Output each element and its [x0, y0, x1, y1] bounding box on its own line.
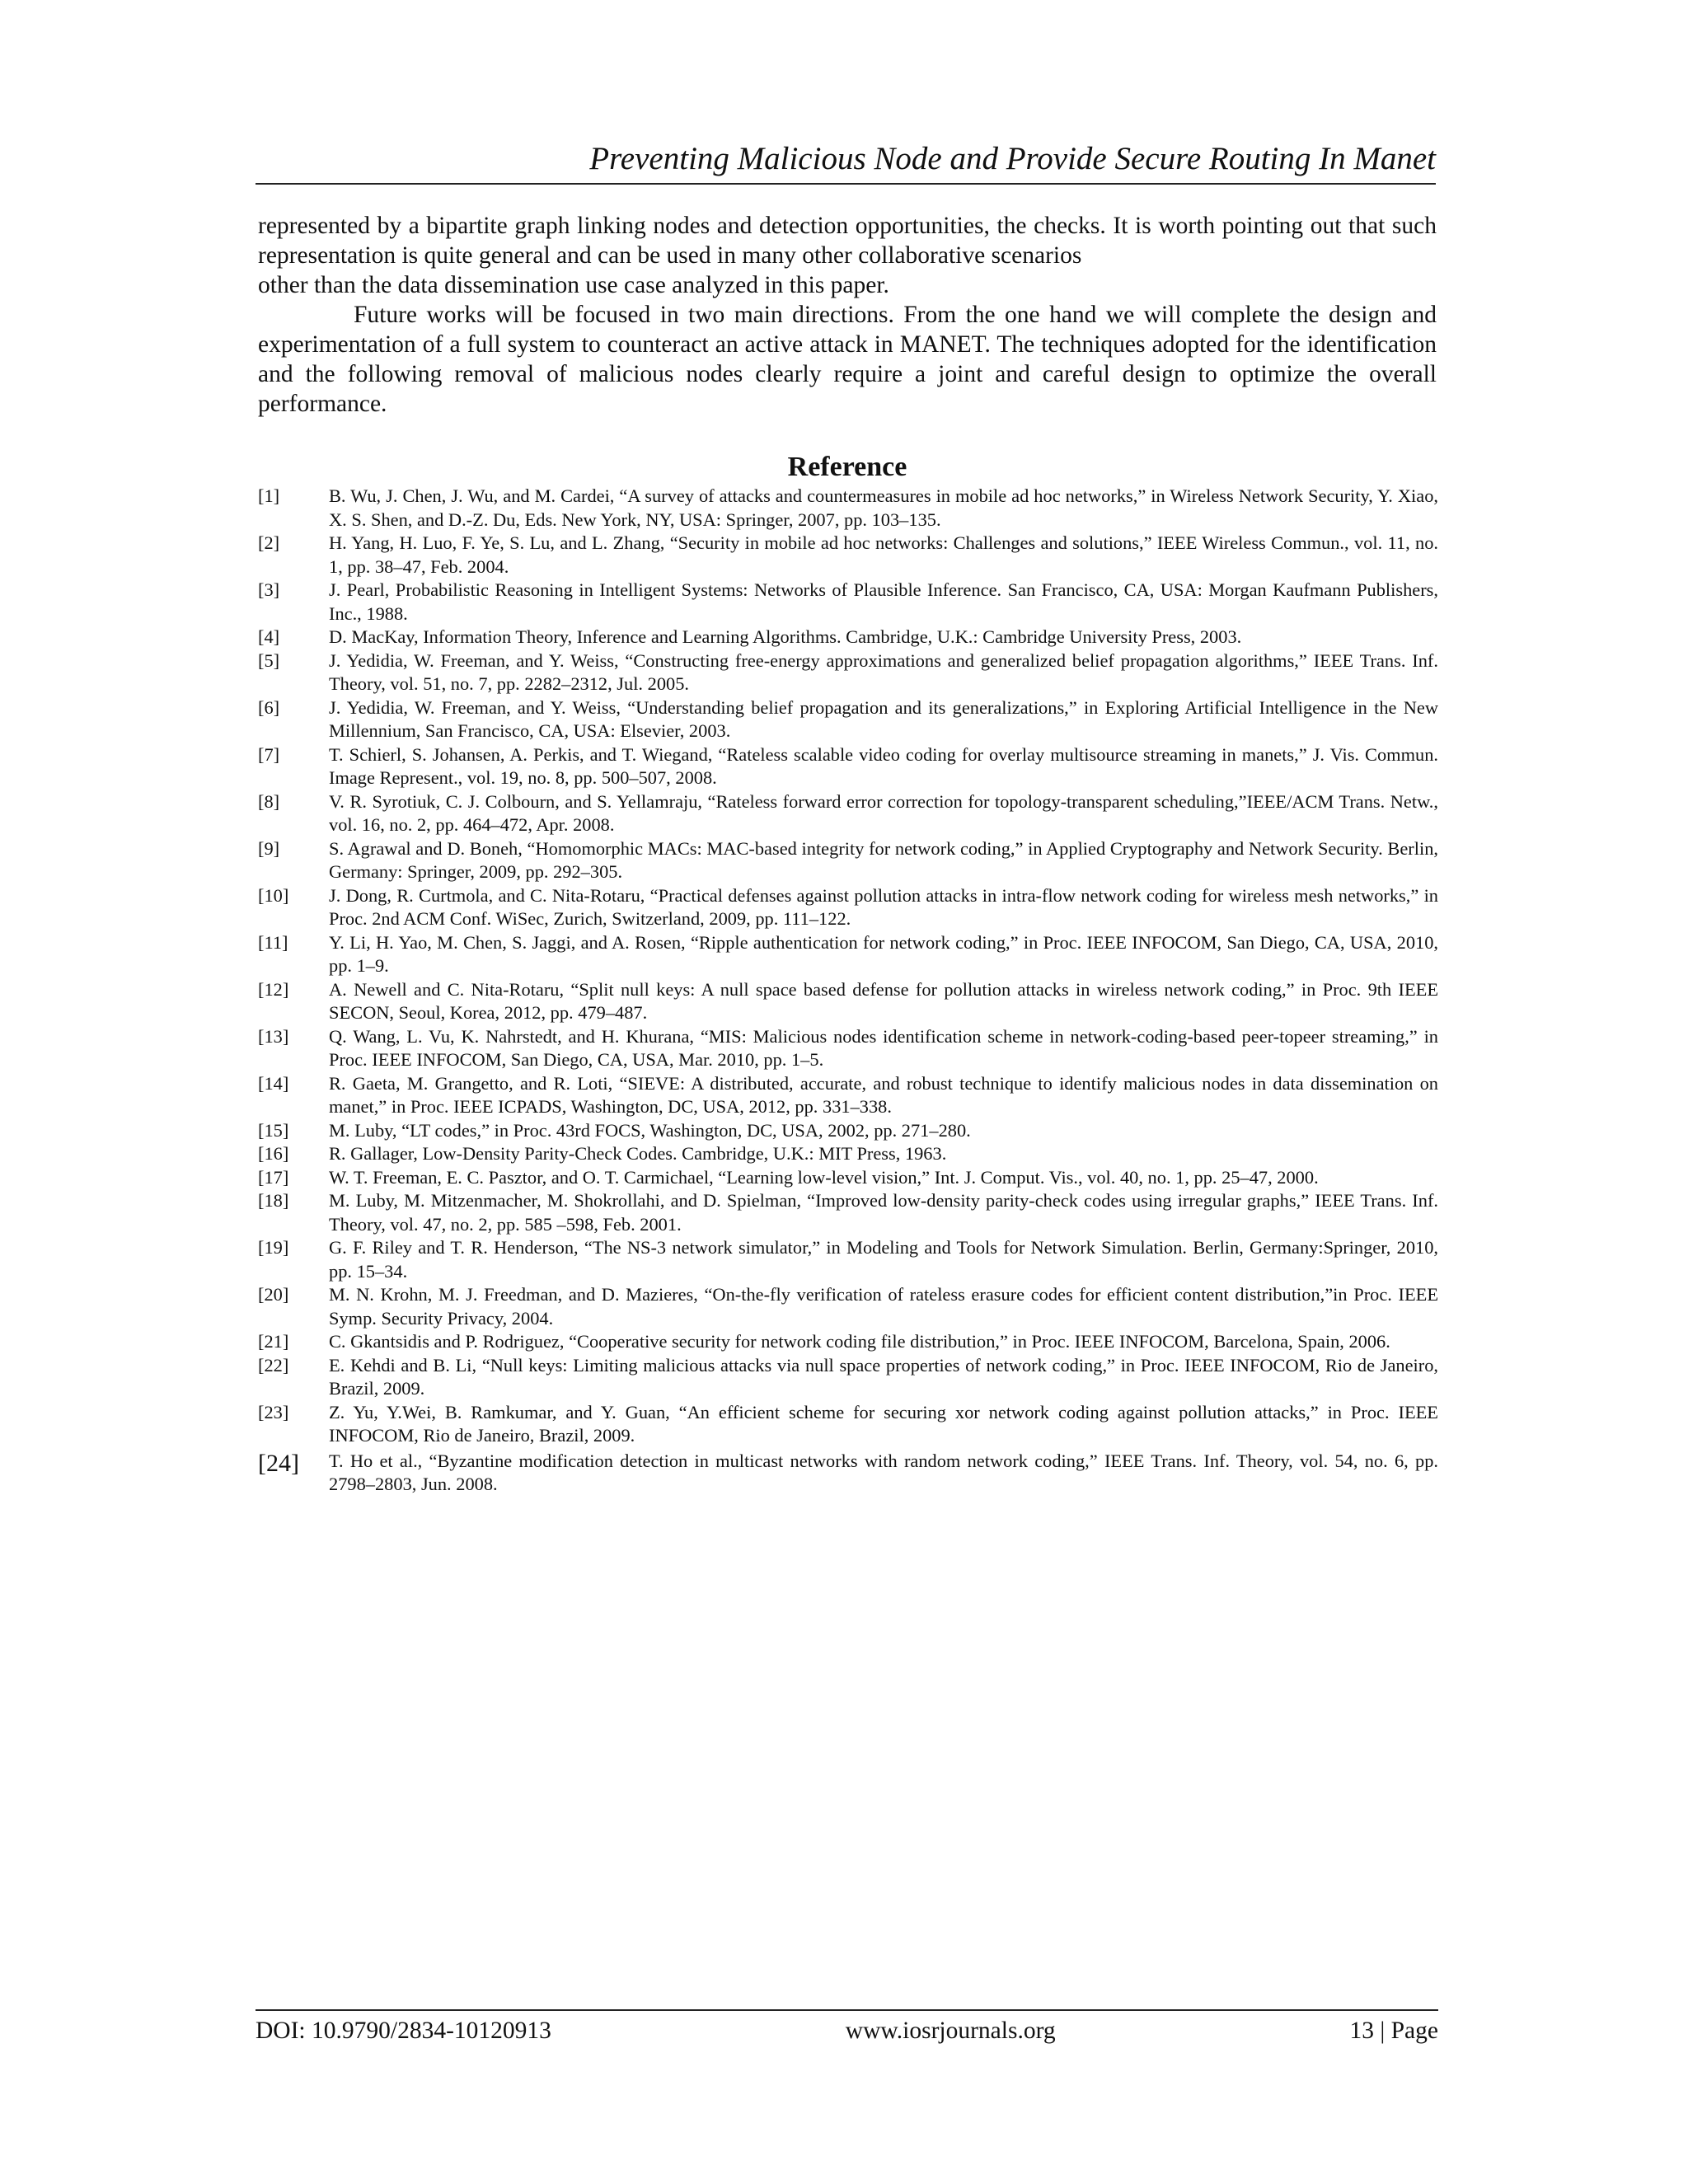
reference-text: E. Kehdi and B. Li, “Null keys: Limiting malicious attacks via null space properties of network coding,” in Proc. IEEE INFOCOM, Rio de Janeiro, Brazil, 2009.	[329, 1354, 1438, 1399]
reference-text: M. Luby, “LT codes,” in Proc. 43rd FOCS, Washington, DC, USA, 2002, pp. 271–280.	[329, 1119, 971, 1141]
reference-text: R. Gallager, Low-Density Parity-Check Codes. Cambridge, U.K.: MIT Press, 1963.	[329, 1143, 947, 1164]
paragraph-2: Future works will be focused in two main directions. From the one hand we will complete the design and experimentation of a full system to counteract an active attack in MANET. The techniques adopted for the identification and the following removal of malicious nodes clearly require a joint and careful design to optimize the overall performance.	[258, 302, 1437, 417]
reference-text: S. Agrawal and D. Boneh, “Homomorphic MACs: MAC-based integrity for network coding,” in Applied Cryptography and Network Security. Berlin, Germany: Springer, 2009, pp. 292–305.	[329, 837, 1438, 882]
reference-number: [22]	[258, 1354, 289, 1376]
reference-text: D. MacKay, Information Theory, Inference and Learning Algorithms. Cambridge, U.K.: Cambridge University Press, 2003.	[329, 626, 1242, 647]
paragraph-1	[258, 211, 1437, 300]
footer-page-number: 13 | Page	[1349, 2018, 1438, 2044]
reference-number: [16]	[258, 1143, 289, 1164]
reference-number: [2]	[258, 532, 280, 553]
reference-text: M. N. Krohn, M. J. Freedman, and D. Mazieres, “On-the-fly verification of rateless erasure codes for efficient content distribution,”in Proc. IEEE Symp. Security Privacy, 2004.	[329, 1284, 1438, 1329]
reference-number: [8]	[258, 790, 280, 812]
reference-number: [21]	[258, 1331, 289, 1352]
reference-number: [24]	[258, 1449, 299, 1477]
reference-text: M. Luby, M. Mitzenmacher, M. Shokrollahi, and D. Spielman, “Improved low-density parity-check codes using irregular graphs,” IEEE Trans. Inf. Theory, vol. 47, no. 2, pp. 585 –598, Feb. 2001.	[329, 1190, 1438, 1235]
reference-item	[258, 884, 1438, 931]
reference-text: J. Dong, R. Curtmola, and C. Nita-Rotaru, “Practical defenses against pollution attacks in intra-flow network coding for wireless mesh networks,” in Proc. 2nd ACM Conf. WiSec, Zurich, Switzerland, 2009, pp. 111–122.	[329, 884, 1438, 929]
reference-item	[258, 978, 1438, 1025]
reference-item	[258, 1072, 1438, 1119]
reference-item	[258, 743, 1438, 790]
reference-text: T. Schierl, S. Johansen, A. Perkis, and T. Wiegand, “Rateless scalable video coding for overlay multisource streaming in manets,” J. Vis. Commun. Image Represent., vol. 19, no. 8, pp. 500–507, 2008.	[329, 743, 1438, 788]
reference-number: [6]	[258, 696, 280, 718]
reference-number: [19]	[258, 1237, 289, 1258]
reference-number: [13]	[258, 1025, 289, 1047]
reference-number: [3]	[258, 579, 280, 600]
running-header: Preventing Malicious Node and Provide Secure Routing In Manet	[256, 138, 1436, 185]
reference-text: G. F. Riley and T. R. Henderson, “The NS-3 network simulator,” in Modeling and Tools for Network Simulation. Berlin, Germany:Springer, 2010, pp. 15–34.	[329, 1237, 1438, 1282]
reference-item	[258, 532, 1438, 579]
paragraph-1-tail: other than the data dissemination use case analyzed in this paper.	[258, 272, 889, 298]
reference-number: [11]	[258, 931, 288, 953]
reference-number: [18]	[258, 1190, 289, 1211]
reference-number: [14]	[258, 1072, 289, 1094]
paragraph-1-text: represented by a bipartite graph linking nodes and detection opportunities, the checks. It is worth pointing out that such representation is quite general and can be used in many other collaborative scenarios	[258, 213, 1437, 269]
reference-number: [4]	[258, 626, 280, 647]
reference-item	[258, 1354, 1438, 1401]
body-text	[258, 211, 1437, 419]
reference-number: [15]	[258, 1119, 289, 1141]
reference-item	[258, 1025, 1438, 1072]
reference-item	[258, 1450, 1438, 1497]
reference-item	[258, 1283, 1438, 1330]
reference-number: [12]	[258, 978, 289, 1000]
reference-text: W. T. Freeman, E. C. Pasztor, and O. T. Carmichael, “Learning low-level vision,” Int. J. Comput. Vis., vol. 40, no. 1, pp. 25–47, 2000.	[329, 1166, 1319, 1188]
reference-text: H. Yang, H. Luo, F. Ye, S. Lu, and L. Zhang, “Security in mobile ad hoc networks: Challenges and solutions,” IEEE Wireless Commun., vol. 11, no. 1, pp. 38–47, Feb. 2004.	[329, 532, 1438, 577]
reference-number: [20]	[258, 1284, 289, 1305]
reference-text: Y. Li, H. Yao, M. Chen, S. Jaggi, and A. Rosen, “Ripple authentication for network coding,” in Proc. IEEE INFOCOM, San Diego, CA, USA, 2010, pp. 1–9.	[329, 931, 1438, 976]
reference-text: A. Newell and C. Nita-Rotaru, “Split null keys: A null space based defense for pollution attacks in wireless network coding,” in Proc. 9th IEEE SECON, Seoul, Korea, 2012, pp. 479–487.	[329, 978, 1438, 1023]
reference-text: J. Yedidia, W. Freeman, and Y. Weiss, “Understanding belief propagation and its generalizations,” in Exploring Artificial Intelligence in the New Millennium, San Francisco, CA, USA: Elsevier, 2003.	[329, 696, 1438, 741]
reference-item	[258, 931, 1438, 978]
reference-item	[258, 1236, 1438, 1283]
reference-text: R. Gaeta, M. Grangetto, and R. Loti, “SIEVE: A distributed, accurate, and robust technique to identify malicious nodes in data dissemination on manet,” in Proc. IEEE ICPADS, Washington, DC, USA, 2012, pp. 331–338.	[329, 1072, 1438, 1117]
reference-number: [23]	[258, 1401, 289, 1422]
reference-number: [5]	[258, 649, 280, 671]
reference-item	[258, 485, 1438, 532]
reference-item	[258, 696, 1438, 743]
reference-text: Q. Wang, L. Vu, K. Nahrstedt, and H. Khurana, “MIS: Malicious nodes identification scheme in network-coding-based peer-topeer streaming,” in Proc. IEEE INFOCOM, San Diego, CA, USA, Mar. 2010, pp. 1–5.	[329, 1025, 1438, 1070]
reference-item	[258, 1166, 1438, 1190]
reference-text: J. Yedidia, W. Freeman, and Y. Weiss, “Constructing free-energy approximations and generalized belief propagation algorithms,” IEEE Trans. Inf. Theory, vol. 51, no. 7, pp. 2282–2312, Jul. 2005.	[329, 649, 1438, 694]
reference-item	[258, 649, 1438, 696]
page-footer	[256, 2009, 1438, 2046]
reference-number: [10]	[258, 884, 289, 906]
reference-item	[258, 1119, 1438, 1143]
reference-text: V. R. Syrotiuk, C. J. Colbourn, and S. Yellamraju, “Rateless forward error correction for topology-transparent scheduling,”IEEE/ACM Trans. Netw., vol. 16, no. 2, pp. 464–472, Apr. 2008.	[329, 790, 1438, 835]
reference-item	[258, 579, 1438, 626]
reference-number: [17]	[258, 1166, 289, 1188]
footer-doi: DOI: 10.9790/2834-10120913	[256, 2018, 551, 2044]
reference-item	[258, 1189, 1438, 1236]
reference-item	[258, 1401, 1438, 1448]
reference-number: [7]	[258, 743, 280, 765]
reference-item	[258, 837, 1438, 884]
reference-item	[258, 1142, 1438, 1166]
reference-text: T. Ho et al., “Byzantine modification detection in multicast networks with random network coding,” IEEE Trans. Inf. Theory, vol. 54, no. 6, pp. 2798–2803, Jun. 2008.	[329, 1450, 1438, 1494]
reference-list	[258, 485, 1438, 1497]
reference-text: C. Gkantsidis and P. Rodriguez, “Cooperative security for network coding file distribution,” in Proc. IEEE INFOCOM, Barcelona, Spain, 2006.	[329, 1331, 1390, 1352]
reference-item	[258, 626, 1438, 649]
reference-number: [1]	[258, 485, 280, 506]
footer-website: www.iosrjournals.org	[845, 2018, 1056, 2044]
reference-text: J. Pearl, Probabilistic Reasoning in Intelligent Systems: Networks of Plausible Inference. San Francisco, CA, USA: Morgan Kaufmann Publishers, Inc., 1988.	[329, 579, 1438, 624]
references-heading: Reference	[787, 452, 907, 482]
reference-text: B. Wu, J. Chen, J. Wu, and M. Cardei, “A survey of attacks and countermeasures in mobile ad hoc networks,” in Wireless Network Security, Y. Xiao, X. S. Shen, and D.-Z. Du, Eds. New York, NY, USA: Springer, 2007, pp. 103–135.	[329, 485, 1438, 530]
reference-item	[258, 1330, 1438, 1354]
reference-text: Z. Yu, Y.Wei, B. Ramkumar, and Y. Guan, “An efficient scheme for securing xor network coding against pollution attacks,” in Proc. IEEE INFOCOM, Rio de Janeiro, Brazil, 2009.	[329, 1401, 1438, 1446]
reference-item	[258, 790, 1438, 837]
reference-number: [9]	[258, 837, 280, 859]
